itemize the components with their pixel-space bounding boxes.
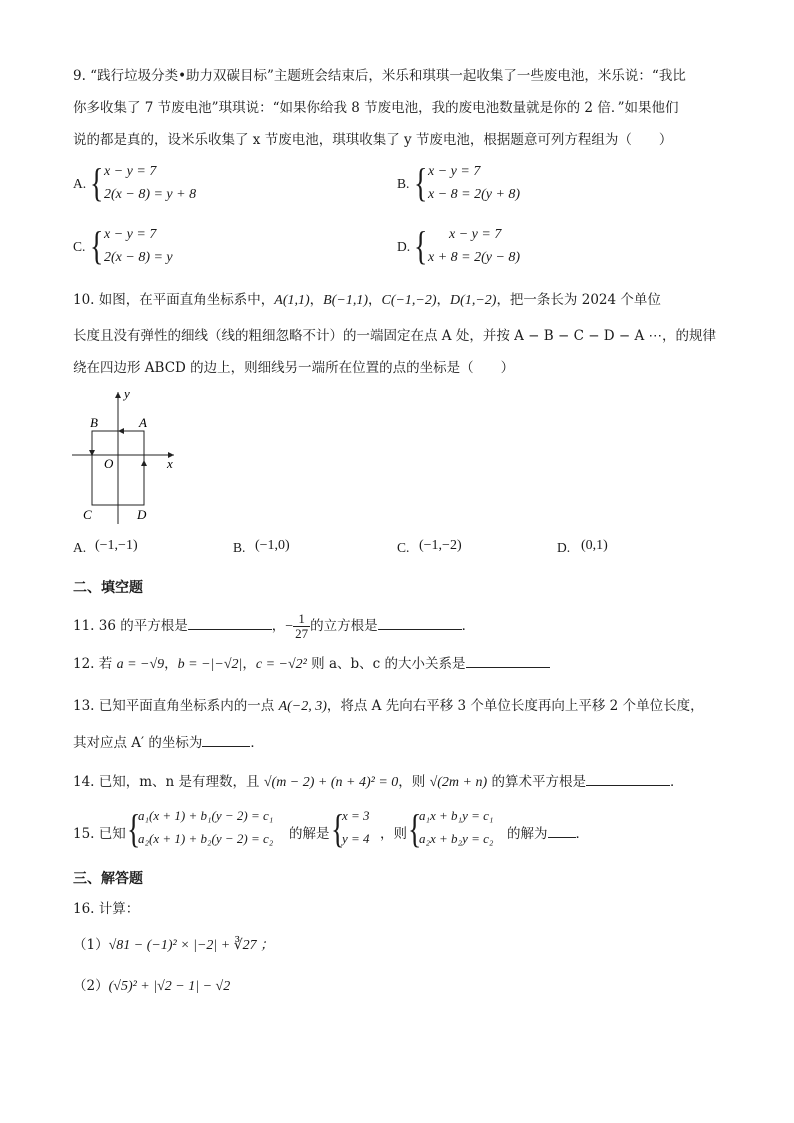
brace: { xyxy=(414,160,428,205)
q16-part-1: （1）√81 − (−1)² × |−2| + ∛27 ； xyxy=(73,937,275,953)
option-label: B. xyxy=(397,176,410,191)
brace: { xyxy=(414,223,428,268)
brace: { xyxy=(408,806,422,851)
q16-title: 16. 计算： xyxy=(73,901,140,917)
q10-text: 10. 如图，在平面直角坐标系中， xyxy=(73,292,275,308)
answer-blank[interactable] xyxy=(586,773,670,786)
equation: x − y = 7 xyxy=(449,227,502,242)
root-expression: √(2m + n) xyxy=(429,775,488,790)
point-a: A(−2, 3) xyxy=(278,699,327,714)
q9-line-3: 说的都是真的，设米乐收集了 x 节废电池，琪琪收集了 y 节废电池，根据题意可列方程组为（ ） xyxy=(73,132,673,148)
option-label: D. xyxy=(557,540,571,555)
q10-line-1 xyxy=(73,290,661,311)
separator: ， xyxy=(367,292,382,308)
system-1-eq-2: a₂(x + 1) + b₂(y − 2) = c₂ xyxy=(138,831,274,846)
q10-text: ，把一条长为 2024 个单位 xyxy=(496,292,661,308)
label-c: C xyxy=(83,507,92,522)
equation: x − y = 7 xyxy=(428,164,481,179)
x-label: x xyxy=(167,456,173,471)
option-value: (0,1) xyxy=(581,538,608,553)
q13-line-2: 其对应点 A′ 的坐标为 ． xyxy=(73,735,264,751)
option-label: A. xyxy=(73,176,87,191)
label-d: D xyxy=(137,507,147,522)
brace: { xyxy=(90,160,104,205)
equation: √(m − 2) + (n + 4)² = 0 xyxy=(263,775,399,790)
label-b: B xyxy=(90,415,98,430)
q11-text: 11. 36 的平方根是 xyxy=(73,618,188,634)
section-title: 二、填空题 xyxy=(73,580,143,596)
option-label: D. xyxy=(397,239,411,254)
point-c: C(−1,−2) xyxy=(381,293,437,308)
option-label: A. xyxy=(73,540,87,555)
q9-line-2: 你多收集了 7 节废电池”琪琪说：“如果你给我 8 节废电池，我的废电池数量就是你的 2 倍．”如果他们 xyxy=(73,100,679,116)
option-value: (−1,−2) xyxy=(419,538,462,553)
expr-a: a = −√9 xyxy=(116,657,165,672)
answer-blank[interactable] xyxy=(548,825,576,838)
equation: x − 8 = 2(y + 8) xyxy=(428,187,521,202)
minus-sign: − xyxy=(285,619,294,634)
system-2-eq-2: a₂x + b₂y = c₂ xyxy=(419,831,494,846)
expression: √81 − (−1)² × |−2| + ∛27 ； xyxy=(108,938,275,953)
equation: 2(x − 8) = y xyxy=(104,250,173,265)
equation: x + 8 = 2(y − 8) xyxy=(428,250,521,265)
separator: ， xyxy=(309,292,324,308)
fraction: $\frac{1}{27}$ xyxy=(295,611,309,641)
option-label: C. xyxy=(397,540,410,555)
equation: 2(x − 8) = y + 8 xyxy=(104,187,197,202)
q13-line-1: 13. 已知平面直角坐标系内的一点 A(−2, 3)，将点 A 先向右平移 3 个单位长度再向上平移 2 个单位长度， xyxy=(73,698,704,714)
q11: 11. 36 的平方根是 ，− $\frac{1}{27}$ 的立方根是 ． xyxy=(73,611,476,641)
solution-x: x = 3 xyxy=(342,808,370,823)
separator: ， xyxy=(436,292,451,308)
solution-y: y = 4 xyxy=(342,831,370,846)
q16-part-2: （2）(√5)² + |√2 − 1| − √2 xyxy=(73,978,231,994)
point-d: D(1,−2) xyxy=(450,293,497,308)
answer-blank[interactable] xyxy=(378,617,462,630)
section-title: 三、解答题 xyxy=(73,871,143,887)
answer-blank[interactable] xyxy=(202,734,250,747)
answer-blank[interactable] xyxy=(188,617,272,630)
equation: x − y = 7 xyxy=(104,227,157,242)
system-2-eq-1: a₁x + b₁y = c₁ xyxy=(419,808,494,823)
system-1-eq-1: a₁(x + 1) + b₁(y − 2) = c₁ xyxy=(138,808,274,823)
q12: 12. 若 a = −√9，b = −|−√2|，c = −√2² 则 a、b、c 的大小关系是 xyxy=(73,654,550,675)
expression: (√5)² + |√2 − 1| − √2 xyxy=(108,979,231,994)
q10-line-2: 长度且没有弹性的细线（线的粗细忽略不计）的一端固定在点 A 处，并按 A − B − C − D − A ⋯，的规律 xyxy=(73,328,717,344)
option-label: C. xyxy=(73,239,86,254)
expr-b: b = −|−√2| xyxy=(177,657,243,672)
q14: 14. 已知，m、n 是有理数，且 √(m − 2) + (n + 4)² = 0，则 √(2m + n) 的算术平方根是 ． xyxy=(73,774,684,790)
origin-label: O xyxy=(104,456,114,471)
expr-c: c = −√2² xyxy=(255,657,307,672)
q10-line-3: 绕在四边形 ABCD 的边上，则细线另一端所在位置的点的坐标是（ ） xyxy=(73,360,515,376)
q11-text: 的立方根是 xyxy=(310,618,378,634)
point-a: A(1,1) xyxy=(274,293,310,308)
label-a: A xyxy=(139,415,147,430)
equation: x − y = 7 xyxy=(104,164,157,179)
option-label: B. xyxy=(233,540,246,555)
option-value: (−1,0) xyxy=(255,538,290,553)
coordinate-figure xyxy=(66,384,196,530)
y-label: y xyxy=(124,386,130,401)
option-value: (−1,−1) xyxy=(95,538,138,553)
brace: { xyxy=(127,806,141,851)
brace: { xyxy=(331,806,345,851)
brace: { xyxy=(90,223,104,268)
point-b: B(−1,1) xyxy=(323,293,368,308)
answer-blank[interactable] xyxy=(466,655,550,668)
q9-line-1: 9. “践行垃圾分类•助力双碳目标”主题班会结束后，米乐和琪琪一起收集了一些废电池，米乐说：“我比 xyxy=(73,68,686,84)
